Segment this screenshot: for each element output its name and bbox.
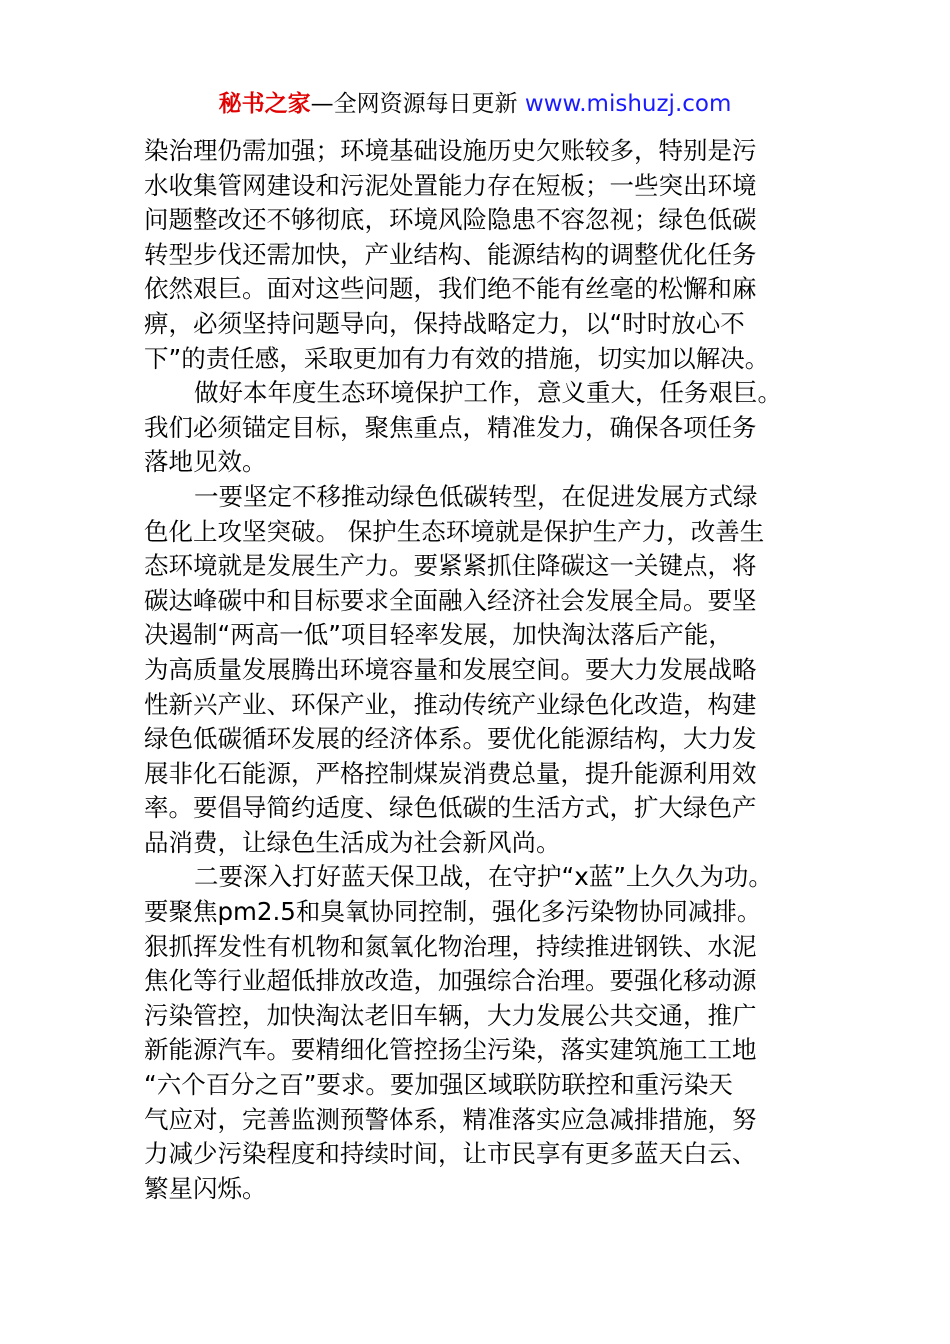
text-line: 绿色低碳循环发展的经济体系。要优化能源结构，大力发 [144,724,757,754]
text-line: 繁星闪烁。 [144,1173,267,1203]
text-line: 染治理仍需加强；环境基础设施历史欠账较多，特别是污 [144,136,757,165]
text-line: 依然艰巨。面对这些问题，我们绝不能有丝毫的松懈和麻 [144,274,757,304]
text-line: 决遏制“两高一低”项目轻率发展，加快淘汰落后产能， [144,620,733,650]
text-line: “六个百分之百”要求。要加强区域联防联控和重污染天 [144,1070,733,1100]
text-line: 一要坚定不移推动绿色低碳转型，在促进发展方式绿 [194,481,758,511]
text-line: 力减少污染程度和持续时间，让市民享有更多蓝天白云、 [144,1139,757,1169]
text-line: 做好本年度生态环境保护工作，意义重大，任务艰巨。 [194,378,782,408]
text-line: 碳达峰碳中和目标要求全面融入经济社会发展全局。要坚 [144,585,757,615]
text-line: 率。要倡导简约适度、绿色低碳的生活方式，扩大绿色产 [144,793,757,823]
site-header [0,86,950,122]
text-line: 性新兴产业、环保产业，推动传统产业绿色化改造，构建 [144,689,757,719]
text-line: 要聚焦pm2.5和臭氧协同控制，强化多污染物协同减排。 [144,897,762,927]
text-line: 落地见效。 [144,447,267,477]
text-line: 气应对，完善监测预警体系，精准落实应急减排措施，努 [144,1104,757,1134]
text-line: 品消费，让绿色生活成为社会新风尚。 [144,827,561,857]
text-line: 转型步伐还需加快，产业结构、能源结构的调整优化任务 [144,239,757,269]
text-line: 污染管控，加快淘汰老旧车辆，大力发展公共交通，推广 [144,1000,757,1030]
text-line: 色化上攻坚突破。 保护生态环境就是保护生产力，改善生 [144,516,765,546]
text-line: 痹，必须坚持问题导向，保持战略定力，以“时时放心不 [144,308,745,338]
text-line: 二要深入打好蓝天保卫战，在守护“x蓝”上久久为功。 [194,862,773,892]
text-line: 水收集管网建设和污泥处置能力存在短板；一些突出环境 [144,170,757,200]
header-tagline: —全网资源每日更新 [310,91,518,117]
site-url-link[interactable]: www.mishuzj.com [524,91,732,117]
brand-name: 秘书之家 [218,91,311,117]
text-line: 新能源汽车。要精细化管控扬尘污染，落实建筑施工工地 [144,1035,757,1065]
text-line: 我们必须锚定目标，聚焦重点，精准发力，确保各项任务 [144,412,757,442]
document-body [144,134,814,1206]
text-line: 狠抓挥发性有机物和氮氧化物治理，持续推进钢铁、水泥 [144,931,757,961]
text-line: 问题整改还不够彻底，环境风险隐患不容忽视；绿色低碳 [144,205,757,235]
text-line: 焦化等行业超低排放改造，加强综合治理。要强化移动源 [144,966,757,996]
text-line: 展非化石能源，严格控制煤炭消费总量，提升能源利用效 [144,758,757,788]
text-line: 为高质量发展腾出环境容量和发展空间。要大力发展战略 [144,654,757,684]
text-line: 态环境就是发展生产力。要紧紧抓住降碳这一关键点，将 [144,551,757,581]
text-line: 下”的责任感，采取更加有力有效的措施，切实加以解决。 [144,343,770,373]
